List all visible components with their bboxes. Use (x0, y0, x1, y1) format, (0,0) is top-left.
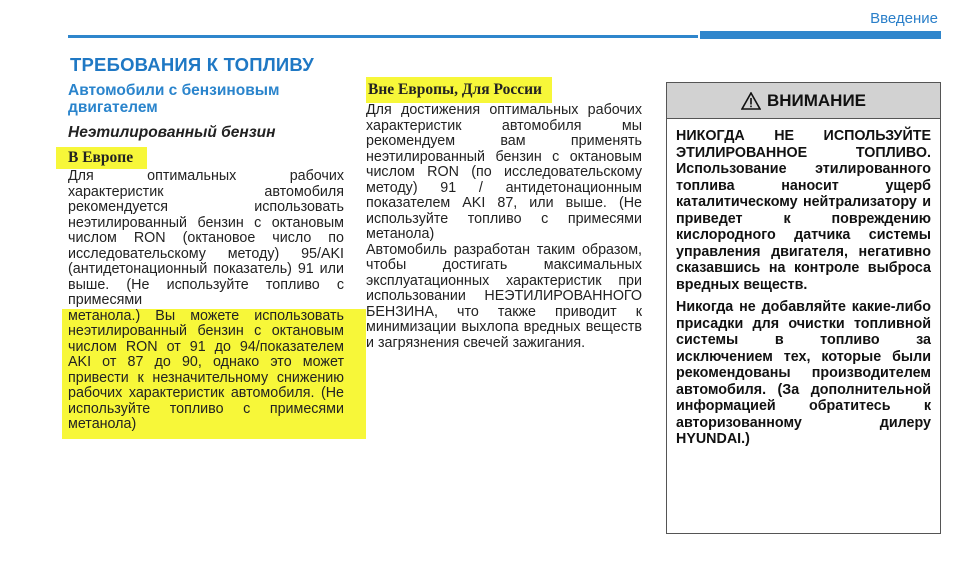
highlighted-text (62, 309, 366, 439)
europe-text-plain: Для оптимальных рабочих характеристик автомобиля рекомендуется использовать неэтилированный бензин с октановым числом RON (октановое число по исследовательскому методу) 95/AKI (антидетонационный показатель) 91 или выше. (Не используйте топливо с примесями (68, 168, 344, 308)
header-rule-thin (68, 35, 698, 38)
outside-europe-para1: Для достижения оптимальных рабочих характеристик автомобиля мы рекомендуем вам применять неэтилированный бензин с октановым числом RON (по исследовательскому методу) 91 / антидетонационным показателем AKI 87, или выше. (Не используйте топливо с примесями метанола) (366, 102, 642, 242)
header-rule-thick (700, 31, 941, 39)
region-tag-europe: В Европе (56, 147, 147, 169)
page-title: ТРЕБОВАНИЯ К ТОПЛИВУ (70, 54, 314, 75)
warning-triangle-icon (741, 92, 761, 110)
outside-europe-para2: Автомобиль разработан таким образом, чтобы достигать максимальных эксплуатационных характеристик при использовании НЕЭТИЛИРОВАННОГО БЕНЗИНА, что также приводит к минимизации выхлопа вредных веществ и загрязнения свечей зажигания. (366, 241, 642, 351)
middle-column (366, 77, 642, 351)
subsubtitle: Неэтилированный бензин (68, 124, 276, 141)
section-label: Введение (870, 10, 938, 27)
left-column (68, 82, 344, 439)
subtitle: Автомобили с бензиновым двигателем (68, 82, 280, 116)
europe-text-highlight: метанола.) Вы можете использовать неэтилированный бензин с октановым числом RON от 91 до 94/показателем AKI от 87 до 90, однако это может привести к незначительному снижению рабочих характеристик автомобиля. (Не используйте топливо с примесями метанола) (68, 307, 344, 432)
warning-header (667, 83, 940, 119)
warning-box (666, 82, 941, 534)
warning-title: ВНИМАНИЕ (766, 90, 867, 110)
europe-text (68, 169, 344, 439)
region-tag-outside-europe: Вне Европы, Для России (366, 77, 552, 103)
outside-europe-text (366, 103, 642, 351)
warning-para2: Никогда не добавляйте какие-либо присадки для очистки топливной системы в топливо за исключением тех, которые были рекомендованы производителем автомобиля. (За дополнительной информацией обратитесь к авторизованному дилеру HYUNDAI.) (676, 299, 931, 447)
warning-body (667, 119, 940, 448)
warning-para1: НИКОГДА НЕ ИСПОЛЬЗУЙТЕ ЭТИЛИРОВАННОЕ ТОПЛИВО. Использование этилированного топлива наносит ущерб каталитическому нейтрализатору и приведет к повреждению кислородного датчика системы управления двигателя, негативно сказавшись на контроле выброса вредных веществ. (676, 128, 931, 293)
